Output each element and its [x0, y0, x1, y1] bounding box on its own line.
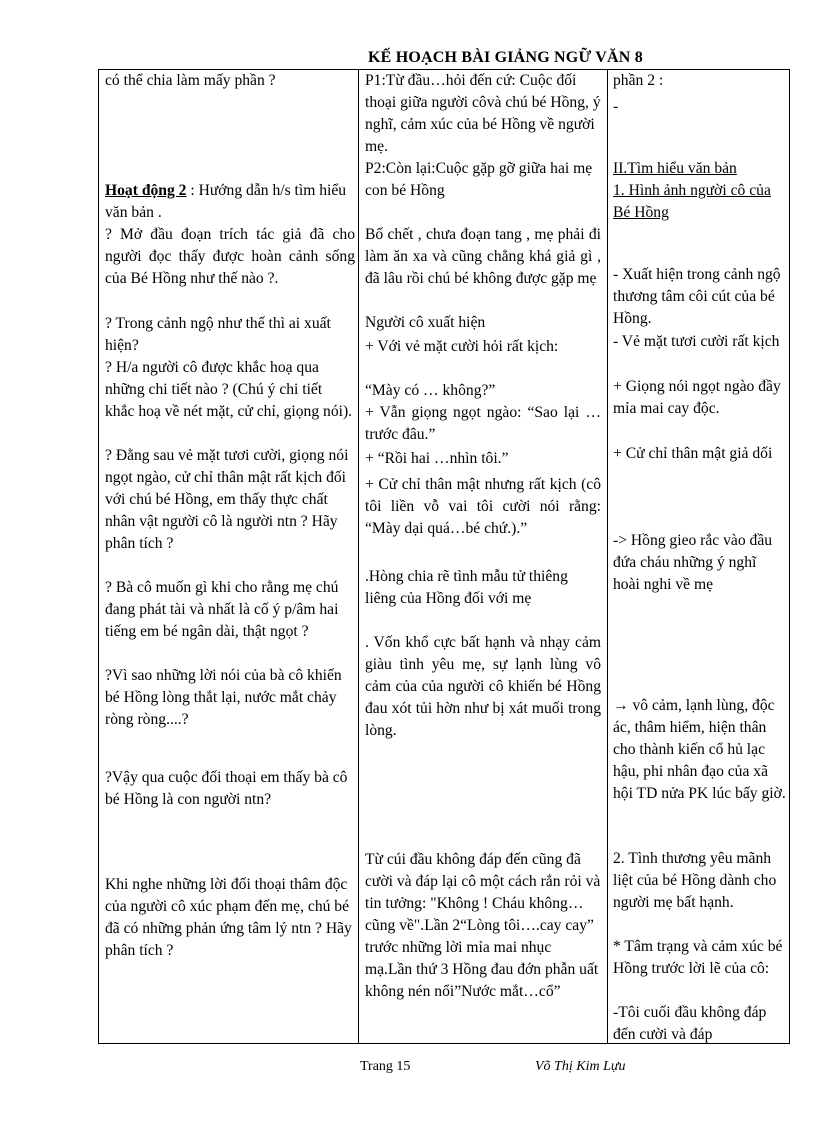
- note-text: 2. Tình thương yêu mãnh liệt của bé Hồng dành cho người mẹ bất hạnh.: [613, 850, 777, 911]
- question-text: có thể chia làm mấy phần ?: [105, 72, 276, 89]
- question-text: ? Bà cô muốn gì khi cho rằng mẹ chú đang phát tài và nhất là cố ý p/âm hai tiếng em bé ngân dài, thật ngọt ?: [105, 579, 339, 640]
- note-text: -: [613, 98, 619, 115]
- question-text: Khi nghe những lời đối thoại thâm độc của người cô xúc phạm đến mẹ, chú bé đã có những phản ứng tâm lý ntn ? Hãy phân tích ?: [105, 876, 352, 959]
- content-text: P1:Từ đầu…hỏi đến cứ: Cuộc đối thoại giữa người côvà chú bé Hồng, ý nghĩ, cảm xúc của bé Hồng về người mẹ.: [365, 72, 601, 155]
- content-text: + “Rồi hai …nhìn tôi.”: [365, 450, 509, 467]
- content-text: Người cô xuất hiện: [365, 314, 486, 331]
- page-title: KẾ HOẠCH BÀI GIẢNG NGỮ VĂN 8: [368, 49, 643, 66]
- question-text: ? H/a người cô được khắc hoạ qua những chi tiết nào ? (Chú ý chi tiết khắc hoạ về nét mặt, cử chỉ, giọng nói).: [105, 359, 353, 420]
- content-text: + Vẫn giọng ngọt ngào: “Sao lại … trước đâu.”: [365, 404, 601, 443]
- question-text: ?Vì sao những lời nói của bà cô khiến bé Hồng lòng thắt lại, nước mắt chảy ròng ròng....?: [105, 667, 342, 728]
- note-text: → vô cảm, lạnh lùng, độc ác, thâm hiểm, hiện thân cho thành kiến cổ hủ lạc hậu, phi nhân đạo của xã hội TD nửa PK lúc bấy giờ.: [613, 697, 786, 802]
- note-text: -> Hồng gieo rắc vào đầu đứa cháu những ý nghĩ hoài nghi về mẹ: [613, 532, 773, 593]
- note-text: - Vẻ mặt tươi cười rất kịch: [613, 333, 780, 350]
- question-text: ? Mở đầu đoạn trích tác giả đã cho người đọc thấy được hoàn cảnh sống của Bé Hồng như thế nào ?.: [105, 226, 355, 287]
- note-text: + Giọng nói ngọt ngào đầy mỉa mai cay độc.: [613, 378, 781, 417]
- question-text: ? Trong cảnh ngộ như thế thì ai xuất hiện?: [105, 315, 331, 354]
- column-divider: [607, 70, 608, 1043]
- content-text: . Vốn khổ cực bất hạnh và nhạy cảm giàu tình yêu mẹ, sự lạnh lùng vô cảm của của người cô khiến bé Hồng đau xót tủi hờn như bị xát muối trong lòng.: [365, 634, 601, 739]
- note-text: + Cử chỉ thân mật giả dối: [613, 445, 773, 462]
- section-title: II.Tìm hiểu văn bản: [613, 160, 737, 177]
- question-text: ?Vậy qua cuộc đối thoại em thấy bà cô bé Hồng là con người ntn?: [105, 769, 348, 808]
- page-number: Trang 15: [360, 1059, 411, 1074]
- note-text: - Xuất hiện trong cảnh ngộ thương tâm côi cút của bé Hồng.: [613, 266, 781, 327]
- content-text: Từ cúi đầu không đáp đến cũng đã cười và đáp lại cô một cách rắn rỏi và tin tưởng: "Không ! Cháu không… cũng về".Lần 2“Lòng tôi….cay cay” trước những lời mỉa mai nhục mạ.Lần thứ 3 Hồng đau đớn phẫn uất không nén nổi”Nước mắt…cổ”: [365, 851, 601, 1000]
- column-divider: [358, 70, 359, 1043]
- section-subtitle: 1. Hình ảnh người cô của Bé Hồng: [613, 182, 771, 221]
- activity-heading: [105, 180, 355, 224]
- question-text: ? Đằng sau vẻ mặt tươi cười, giọng nói ngọt ngào, cử chỉ thân mật rất kịch đối với chú bé Hồng, em thấy thực chất nhân vật người cô là người ntn ? Hãy phân tích ?: [105, 447, 349, 552]
- content-text: + Với vẻ mặt cười hỏi rất kịch:: [365, 338, 559, 355]
- activity-description: : Hướng dẫn h/s tìm hiểu văn bản .: [105, 182, 347, 221]
- content-text: + Cử chỉ thân mật nhưng rất kịch (cô tôi liền vỗ vai tôi cười nói rằng: “Mày dại quá…bé chứ.).”: [365, 476, 601, 537]
- note-text: -Tôi cuối đầu không đáp đến cười và đáp: [613, 1004, 767, 1043]
- note-text: phần 2 :: [613, 72, 664, 89]
- content-text: Bố chết , chưa đoạn tang , mẹ phải đi làm ăn xa và cũng chẳng khá giả gì , đã lâu rồi chú bé không được gặp mẹ: [365, 226, 601, 287]
- content-text: P2:Còn lại:Cuộc gặp gỡ giữa hai mẹ con bé Hồng: [365, 160, 593, 199]
- lesson-table: [98, 69, 790, 1044]
- note-text: * Tâm trạng và cảm xúc bé Hồng trước lời lẽ của cô:: [613, 938, 783, 977]
- content-text: “Mày có … không?”: [365, 382, 496, 399]
- activity-label: Hoạt động 2: [105, 182, 187, 199]
- author-name: Võ Thị Kim Lựu: [535, 1059, 626, 1074]
- content-text: .Hòng chia rẽ tình mẫu tử thiêng liêng của Hồng đối với mẹ: [365, 568, 568, 607]
